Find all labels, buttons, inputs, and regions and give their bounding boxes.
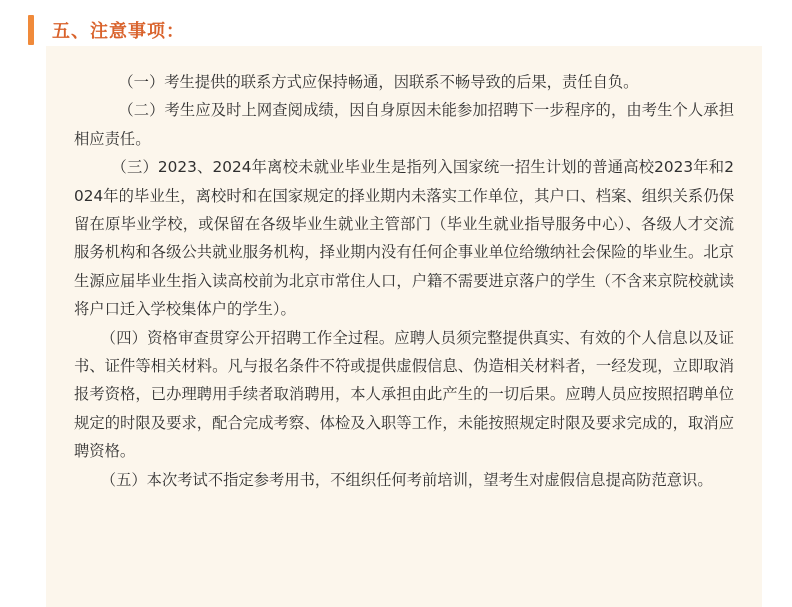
notice-item-5: （五）本次考试不指定参考用书，不组织任何考前培训，望考生对虚假信息提高防范意识。 bbox=[100, 470, 713, 489]
accent-bar bbox=[28, 15, 34, 45]
section-header bbox=[28, 14, 185, 46]
notice-item-2: （二）考生应及时上网查阅成绩，因自身原因未能参加招聘下一步程序的，由考生个人承担相应责任。 bbox=[74, 101, 734, 148]
notice-item-4: （四）资格审查贯穿公开招聘工作全过程。应聘人员须完整提供真实、有效的个人信息以及证书、证件等相关材料。凡与报名条件不符或提供虚假信息、伪造相关材料者，一经发现，立即取消报考资格，已办理聘用手续者取消聘用，本人承担由此产生的一切后果。应聘人员应按照招聘单位规定的时限及要求，配合完成考察、体检及入职等工作，未能按照规定时限及要求完成的，取消应聘资格。 bbox=[74, 328, 734, 461]
notice-item-1: （一）考生提供的联系方式应保持畅通，因联系不畅导致的后果，责任自负。 bbox=[118, 73, 639, 91]
section-title: 五、注意事项： bbox=[52, 21, 185, 42]
notice-content bbox=[46, 46, 762, 607]
notice-item-3: （三）2023、2024年离校未就业毕业生是指列入国家统一招生计划的普通高校2023年和2024年的毕业生，离校时和在国家规定的择业期内未落实工作单位，其户口、档案、组织关系仍保留在原毕业学校，或保留在各级毕业生就业主管部门（毕业生就业指导服务中心）、各级人才交流服务机构和各级公共就业服务机构，择业期内没有任何企事业单位给缴纳社会保险的毕业生。北京生源应届毕业生指入读高校前为北京市常住人口，户籍不需要进京落户的学生（不含来京院校就读将户口迁入学校集体户的学生）。 bbox=[74, 158, 734, 319]
